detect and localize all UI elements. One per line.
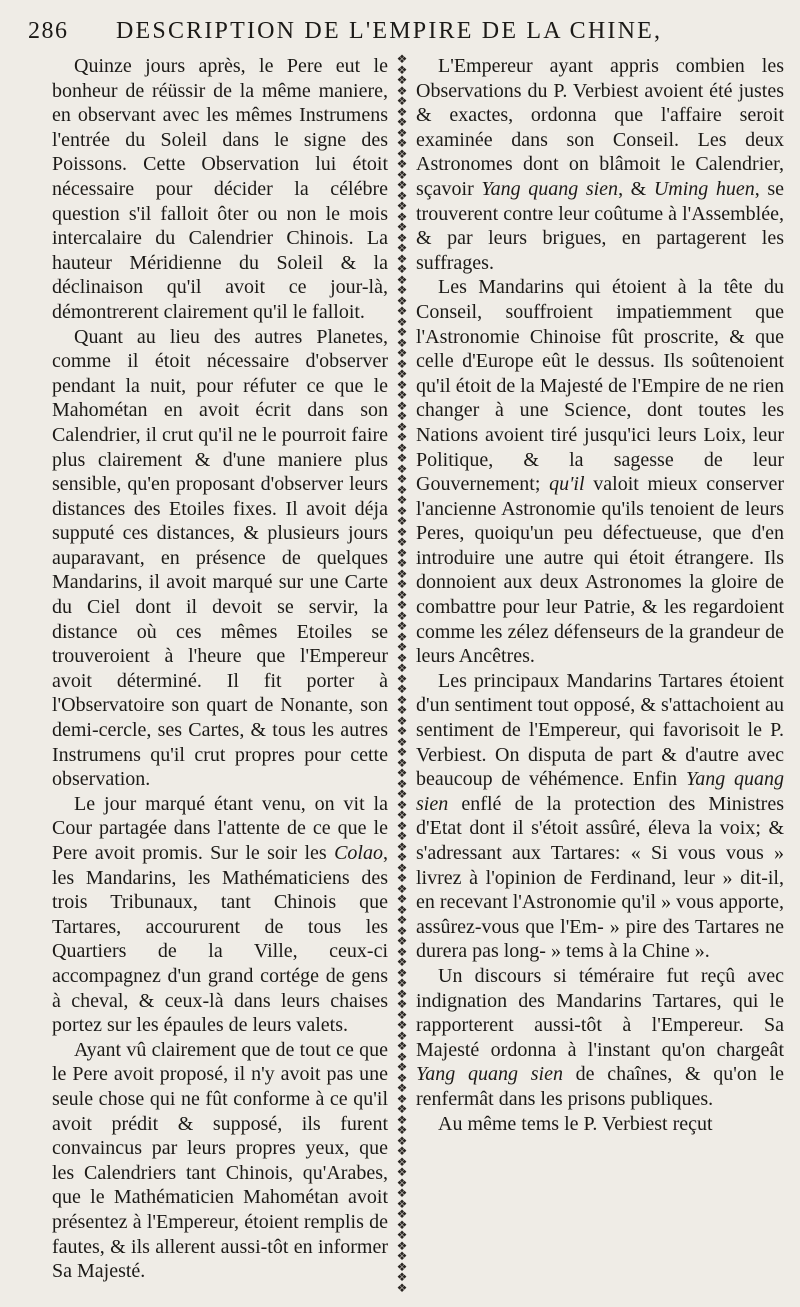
ornament-glyph: ❖	[396, 1165, 408, 1179]
ornament-glyph: ❖	[396, 472, 408, 486]
ornament-glyph: ❖	[396, 1081, 408, 1095]
ornament-glyph: ❖	[396, 272, 408, 287]
ornament-glyph: ❖	[396, 1091, 408, 1106]
text-run: Le jour marqué étant venu, on vit la Cour partagée dans l'attente de ce que le Pere avoit promis. Sur le soir les	[52, 792, 388, 864]
ornament-glyph: ❖	[396, 629, 408, 644]
ornament-glyph: ❖	[396, 724, 408, 738]
ornament-glyph: ❖	[396, 881, 408, 896]
ornamental-column-divider	[394, 52, 410, 1295]
ornament-glyph: ❖	[396, 304, 408, 318]
paragraph	[52, 792, 388, 1038]
text-run: , &	[618, 177, 654, 200]
italic-text: Yang quang sien	[416, 768, 784, 815]
ornament-glyph: ❖	[396, 388, 408, 402]
text-run: enflé de la protection des Ministres d'Etat dont il s'étoit assûré, éleva la voix; & s'adressant aux Tartares: « Si vous vous » livrez à l'opinion de Ferdinand, leur » dit-il, en recevant l'Astronomie qu'il » vous apporte, assûrez-vous que l'Em- » pire des Tartares ne durera pas long- » tems à la Chine ».	[416, 792, 784, 963]
ornament-glyph: ❖	[396, 1175, 408, 1190]
paragraph: Au même tems le P. Verbiest reçut	[438, 1112, 713, 1135]
ornament-glyph: ❖	[396, 755, 408, 770]
ornament-glyph: ❖	[396, 451, 408, 465]
ornament-glyph: ❖	[396, 860, 408, 875]
ornament-glyph: ❖	[396, 934, 408, 948]
ornament-glyph: ❖	[396, 902, 408, 917]
ornament-glyph: ❖	[396, 293, 408, 308]
ornament-glyph: ❖	[396, 493, 408, 507]
ornament-glyph: ❖	[396, 913, 408, 927]
ornament-glyph: ❖	[396, 209, 408, 224]
ornament-glyph: ❖	[396, 241, 408, 255]
ornament-glyph: ❖	[396, 377, 408, 392]
ornament-glyph: ❖	[396, 1196, 408, 1211]
ornament-glyph: ❖	[396, 430, 408, 444]
ornament-glyph: ❖	[396, 587, 408, 602]
ornament-glyph: ❖	[396, 325, 408, 339]
ornament-glyph: ❖	[396, 136, 408, 150]
ornament-glyph: ❖	[396, 461, 408, 476]
ornament-glyph: ❖	[396, 199, 408, 213]
paragraph: Quant au lieu des autres Planetes, comme il étoit nécessaire d'observer pendant la nuit, pour réfuter ce que le Mahométan en avoit écrit dans son Calendrier, il crut qu'il ne le pourroit faire plus clairement & d'une maniere plus sensible, qu'en proposant d'observer leurs distances des Etoiles fixes. Il avoit déja supputé ces distances, & plusieurs jours auparavant, en présence de quelques Mandarins, il avoit marqué sur une Carte du Ciel dont il devoit se servir, la distance où ces mêmes Etoiles se trouveroient à l'heure que l'Empereur avoit déterminé. Il fit porter à l'Observatoire son quart de Nonante, son demi-cercle, ses Cartes, & tous les autres Instrumens qu'il crut propres pour cette observation.	[52, 325, 388, 791]
ornament-glyph: ❖	[396, 965, 408, 980]
paragraph	[416, 964, 784, 1112]
ornament-glyph: ❖	[396, 818, 408, 833]
ornament-glyph: ❖	[396, 220, 408, 234]
ornament-glyph: ❖	[396, 409, 408, 423]
paragraph: Ayant vû clairement que de tout ce que le Pere avoit proposé, il n'y avoit pas une seule chose qui ne fût conforme à ce qu'il avoit prédit & supposé, ils furent convaincus par leurs propres yeux, que les Calendriers tant Chinois, qu'Arabes, que le Mathématicien Mahométan avoit présentez à l'Empereur, étoient remplis de fautes, & ils allerent aussi-tôt en informer Sa Majesté.	[52, 1038, 388, 1283]
ornament-glyph: ❖	[396, 356, 408, 371]
left-column	[52, 54, 388, 1284]
ornament-glyph: ❖	[396, 419, 408, 434]
text-run: Un discours si téméraire fut reçû avec indignation des Mandarins Tartares, qui le rapporterent aussi-tôt à l'Empereur. Sa Majesté ordonna à l'instant qu'on chargeât	[416, 964, 784, 1061]
ornament-glyph: ❖	[396, 503, 408, 518]
ornament-glyph: ❖	[396, 262, 408, 276]
italic-text: Colao	[334, 842, 383, 864]
ornament-glyph: ❖	[396, 745, 408, 759]
ornament-glyph: ❖	[396, 619, 408, 633]
ornament-glyph: ❖	[396, 398, 408, 413]
ornament-glyph: ❖	[396, 734, 408, 749]
ornament-glyph: ❖	[396, 545, 408, 560]
ornament-glyph: ❖	[396, 335, 408, 350]
ornament-glyph: ❖	[396, 1112, 408, 1127]
ornament-glyph: ❖	[396, 440, 408, 455]
ornament-glyph: ❖	[396, 1060, 408, 1074]
ornament-glyph: ❖	[396, 808, 408, 822]
ornament-glyph: ❖	[396, 1259, 408, 1274]
ornament-glyph: ❖	[396, 797, 408, 812]
paragraph	[416, 275, 784, 669]
ornament-glyph: ❖	[396, 577, 408, 591]
ornament-glyph: ❖	[396, 125, 408, 140]
ornament-glyph: ❖	[396, 178, 408, 192]
ornament-glyph: ❖	[396, 944, 408, 959]
ornament-glyph: ❖	[396, 713, 408, 728]
ornament-glyph: ❖	[396, 83, 408, 98]
ornament-glyph: ❖	[396, 188, 408, 203]
ornament-glyph: ❖	[396, 556, 408, 570]
ornament-glyph: ❖	[396, 1049, 408, 1064]
ornament-glyph: ❖	[396, 850, 408, 864]
ornament-glyph: ❖	[396, 1123, 408, 1137]
text-run: de chaînes, & qu'on le renfermât dans les prisons publiques.	[416, 1063, 784, 1110]
ornament-glyph: ❖	[396, 1207, 408, 1221]
ornament-glyph: ❖	[396, 955, 408, 969]
ornament-glyph: ❖	[396, 640, 408, 654]
text-run: Les Mandarins qui étoient à la tête du Conseil, souffroient impatiemment que l'Astronomie Chinoise fût proscrite, & que celle d'Europe eût le dessus. Ils soûtenoient qu'il étoit de la Majesté de l'Empire de ne rien changer à une Science, dont toutes les Nations avoient tiré jusqu'ici leurs Loix, leur Politique, & la sagesse de leur Gouvernement;	[416, 276, 784, 496]
ornament-glyph: ❖	[396, 1270, 408, 1284]
ornament-glyph: ❖	[396, 514, 408, 528]
ornament-glyph: ❖	[396, 167, 408, 182]
ornament-glyph: ❖	[396, 62, 408, 77]
ornament-glyph: ❖	[396, 976, 408, 990]
ornament-glyph: ❖	[396, 566, 408, 581]
ornament-glyph: ❖	[396, 283, 408, 297]
ornament-glyph: ❖	[396, 524, 408, 539]
ornament-glyph: ❖	[396, 787, 408, 801]
ornament-glyph: ❖	[396, 230, 408, 245]
running-title: DESCRIPTION DE L'EMPIRE DE LA CHINE,	[116, 18, 663, 44]
ornament-glyph: ❖	[396, 608, 408, 623]
ornament-glyph: ❖	[396, 1007, 408, 1022]
ornament-glyph: ❖	[396, 1133, 408, 1148]
text-run: valoit mieux conserver l'ancienne Astronomie qu'ils tenoient de leurs Peres, quoiqu'un peu défectueuse, que d'en introduire une autre qui étoit étrangere. Ils donnoient aux deux Astronomes la gloire de combattre pour leur Patrie, & les regardoient comme les zélez défenseurs de la grandeur de leurs Ancêtres.	[416, 473, 784, 668]
ornament-glyph: ❖	[396, 367, 408, 381]
running-header	[28, 18, 768, 52]
ornament-glyph: ❖	[396, 986, 408, 1001]
ornament-glyph: ❖	[396, 598, 408, 612]
italic-text: qu'il	[549, 473, 585, 496]
ornament-glyph: ❖	[396, 1028, 408, 1043]
text-run: , se trouverent contre leur coûtume à l'Assemblée, & par leurs brigues, en partagerent les suffrages.	[416, 177, 784, 274]
right-column	[416, 54, 784, 1136]
ornament-glyph: ❖	[396, 73, 408, 87]
ornament-glyph: ❖	[396, 346, 408, 360]
ornament-glyph: ❖	[396, 1238, 408, 1253]
ornament-glyph: ❖	[396, 104, 408, 119]
ornament-glyph: ❖	[396, 682, 408, 696]
ornament-glyph: ❖	[396, 146, 408, 161]
ornament-glyph: ❖	[396, 692, 408, 707]
ornament-glyph: ❖	[396, 997, 408, 1011]
ornament-glyph: ❖	[396, 766, 408, 780]
ornament-glyph: ❖	[396, 829, 408, 843]
ornament-glyph: ❖	[396, 892, 408, 906]
italic-text: Uming huen	[653, 177, 755, 200]
ornament-glyph: ❖	[396, 1154, 408, 1169]
italic-text: Yang quang sien	[481, 177, 619, 200]
ornament-glyph: ❖	[396, 115, 408, 129]
ornament-glyph: ❖	[396, 1280, 408, 1295]
ornament-glyph: ❖	[396, 923, 408, 938]
text-run: Les principaux Mandarins Tartares étoient d'un sentiment tout opposé, & s'attachoient au sentiment de l'Empereur, qui favorisoit le P. Verbiest. On disputa de part & d'autre avec beaucoup de véhémence. Enfin	[416, 669, 784, 791]
ornament-glyph: ❖	[396, 1018, 408, 1032]
ornament-glyph: ❖	[396, 535, 408, 549]
ornament-glyph: ❖	[396, 1039, 408, 1053]
ornament-glyph: ❖	[396, 871, 408, 885]
ornament-glyph: ❖	[396, 1217, 408, 1232]
ornament-glyph: ❖	[396, 157, 408, 171]
ornament-glyph: ❖	[396, 1070, 408, 1085]
ornament-glyph: ❖	[396, 52, 408, 66]
page-number: 286	[28, 18, 69, 44]
text-run: , les Mandarins, les Mathématiciens des trois Tribunaux, tant Chinois que Tartares, accoururent de tous les Quartiers de la Ville, ceux-ci accompagnez d'un grand cortége de gens à cheval, & ceux-là dans leurs chaises portez sur les épaules de leurs valets.	[52, 842, 388, 1037]
ornament-glyph: ❖	[396, 661, 408, 675]
paragraph: Quinze jours après, le Pere eut le bonheur de réüssir de la même maniere, en observant avec les mêmes Instrumens l'entrée du Soleil dans le signe des Poissons. Cette Observation lui étoit nécessaire pour décider la célébre question s'il falloit ôter ou non le mois intercalaire du Calendrier Chinois. La hauteur Méridienne du Soleil & la déclinaison qu'il avoit ce jour-là, démontrerent clairement qu'il le falloit.	[52, 55, 388, 323]
text-run: L'Empereur ayant appris combien les Observations du P. Verbiest avoient été justes & exactes, ordonna que l'affaire seroit examinée dans son Conseil. Les deux Astronomes dont on blâmoit le Calendrier, sçavoir	[416, 55, 784, 200]
italic-text: Yang quang sien	[416, 1063, 563, 1086]
ornament-glyph: ❖	[396, 1228, 408, 1242]
paragraph	[416, 54, 784, 275]
ornament-glyph: ❖	[396, 839, 408, 854]
ornament-glyph: ❖	[396, 1186, 408, 1200]
ornament-glyph: ❖	[396, 251, 408, 266]
ornament-glyph: ❖	[396, 314, 408, 329]
ornament-glyph: ❖	[396, 482, 408, 497]
ornament-glyph: ❖	[396, 1102, 408, 1116]
ornament-glyph: ❖	[396, 703, 408, 717]
ornament-glyph: ❖	[396, 671, 408, 686]
ornament-glyph: ❖	[396, 650, 408, 665]
paragraph	[416, 669, 784, 964]
ornament-glyph: ❖	[396, 1249, 408, 1263]
ornament-glyph: ❖	[396, 1144, 408, 1158]
ornament-glyph: ❖	[396, 776, 408, 791]
ornament-glyph: ❖	[396, 94, 408, 108]
